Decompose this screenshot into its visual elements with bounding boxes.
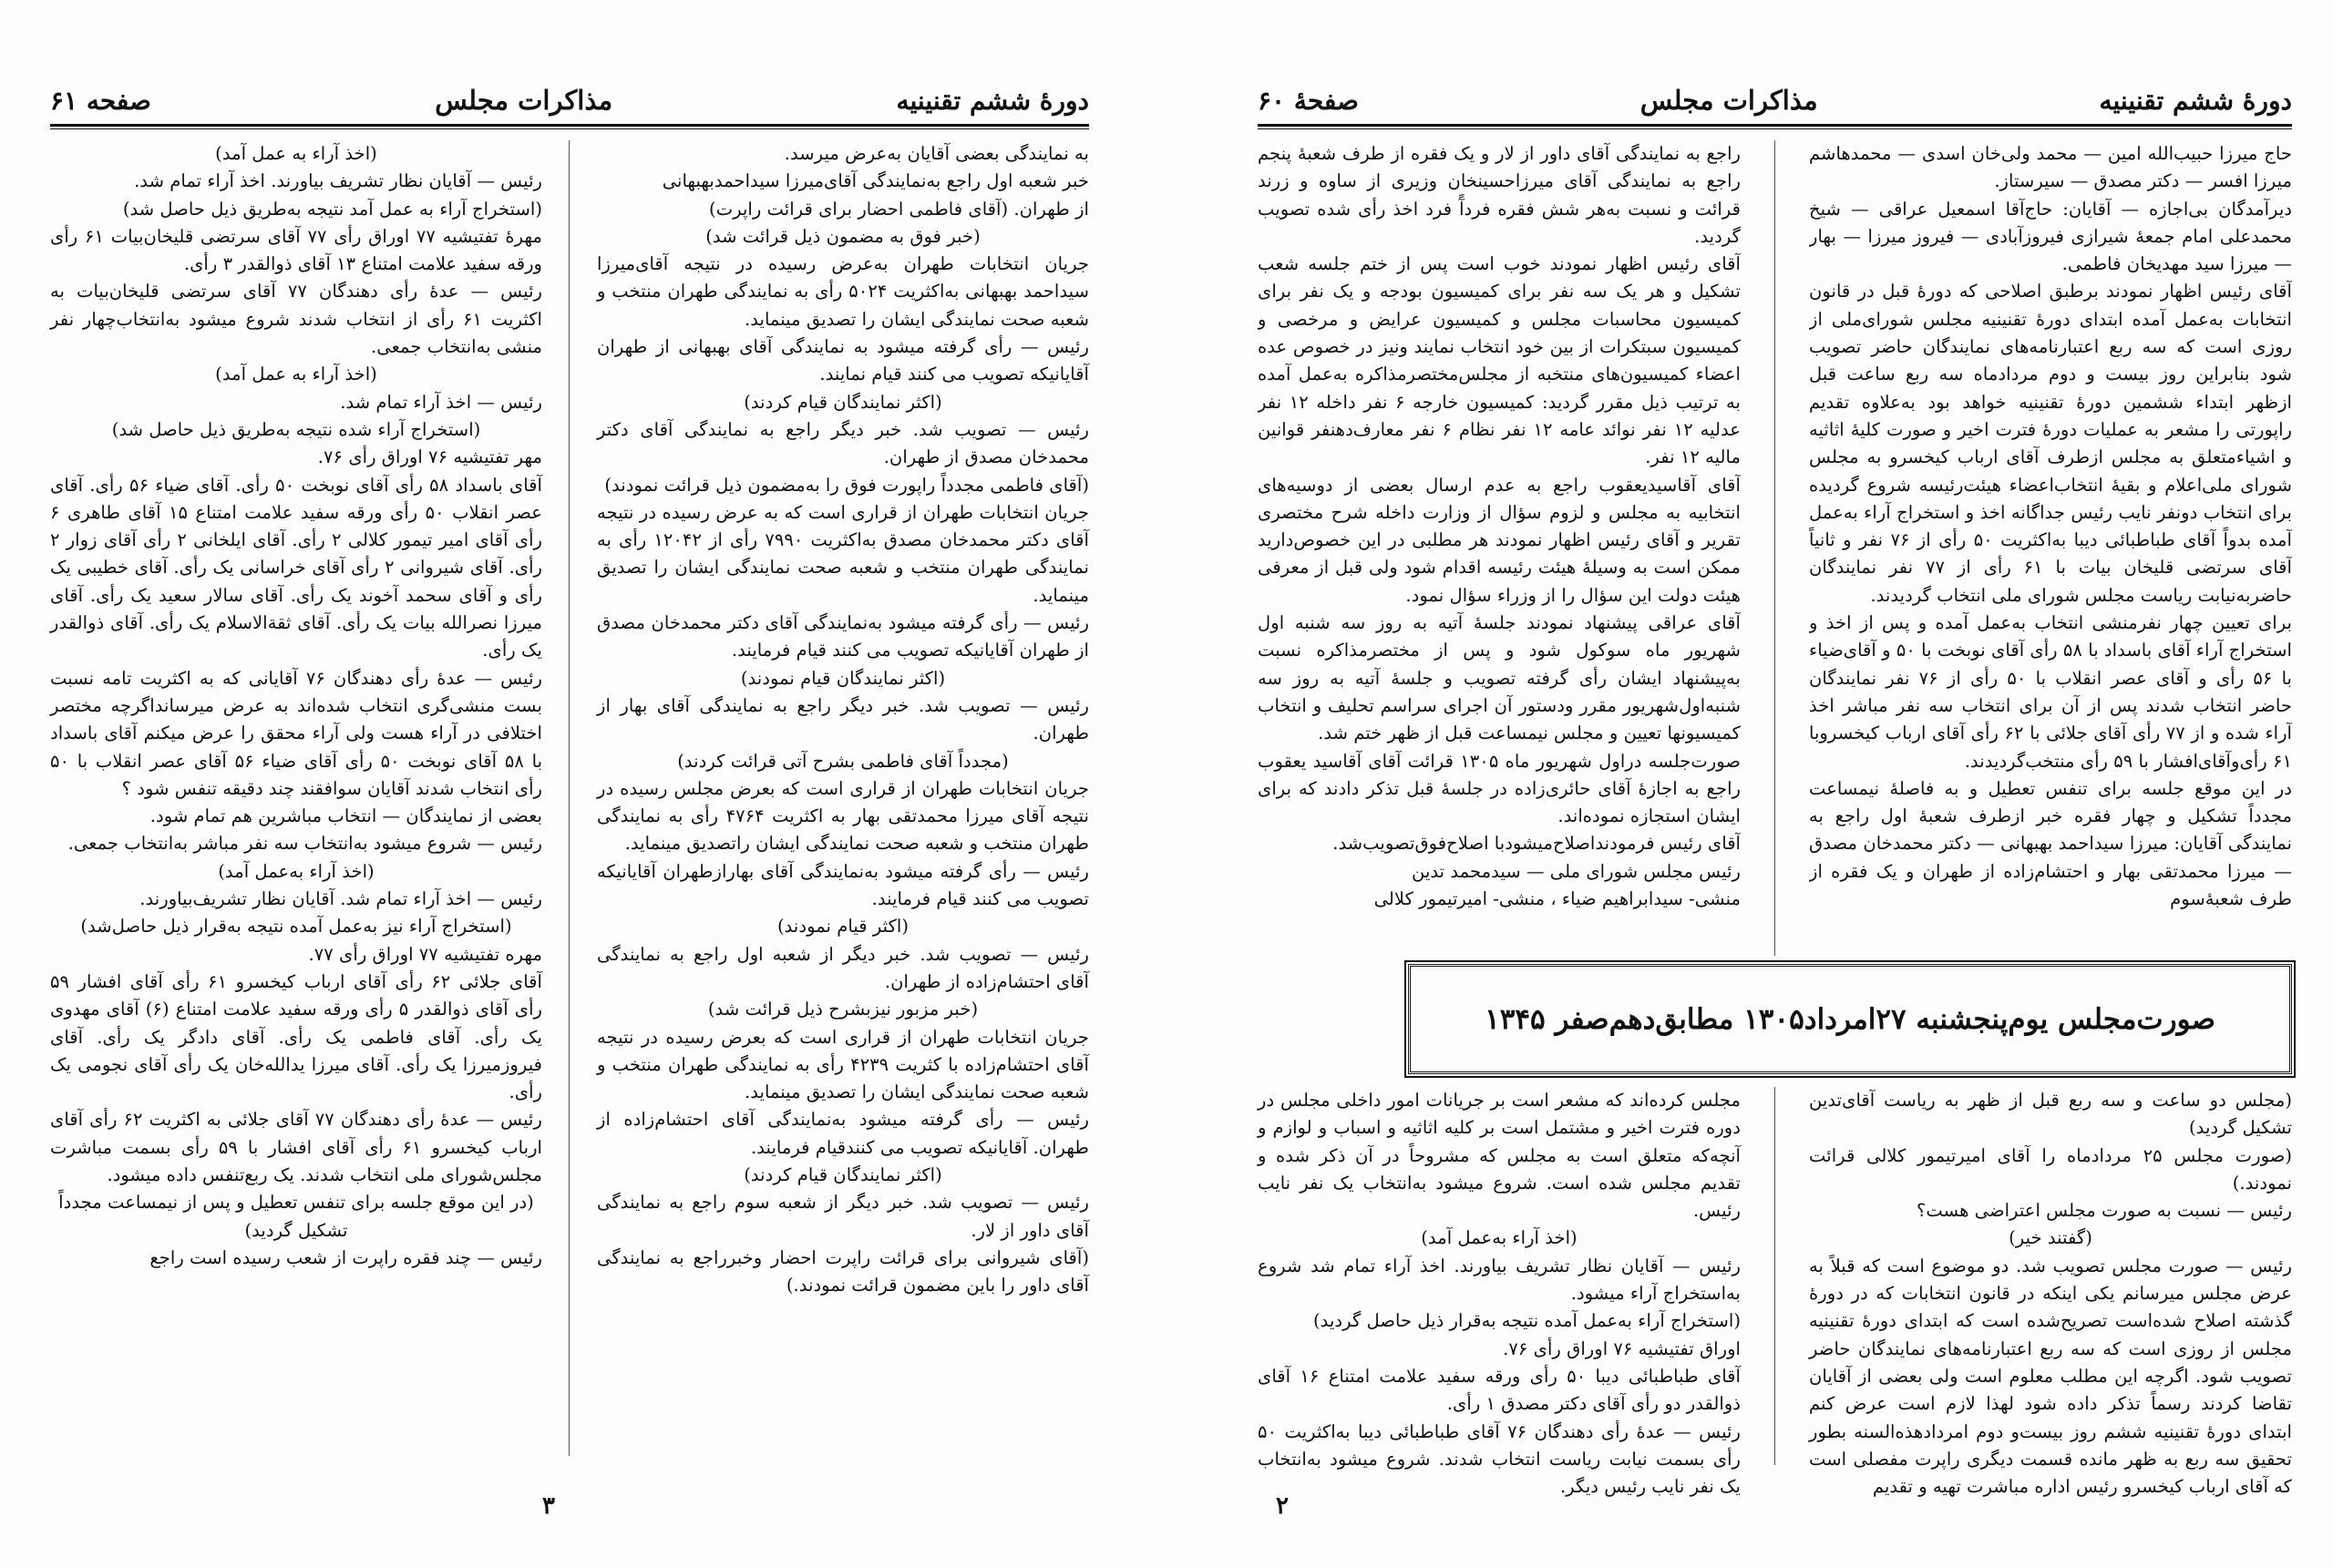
paragraph: آقای رئیس اظهار نمودند خوب است پس از ختم جلسه شعب تشکیل و هر یک سه نفر برای کمیسیون بودجه و یک نفر برای کمیسیون محاسبات مجلس و کمیسیون عرایض و مرخصی و کمیسیون سبتکرات از بین خود انتخاب نمایند ونیز در خصوص عده اعضاء کمیسیون‌های منتخبه از مجلس‌مختصرمذاکره به‌عمل آمده به ترتیب ذیل مقرر گردید: کمیسیون خارجه ۶ نفر داخله ۱۲ نفر عدلیه ۱۲ نفر نوائد عامه ۱۲ نفر نظام ۶ نفر معارف‌دهنفر قوانین مالیه ۱۲ نفر. [1258,253,1741,468]
paragraph: اوراق تفتیشیه ۷۶ اوراق رأی ۷۶. [1503,1337,1741,1359]
paragraph: آقای رئیس فرمودنداصلاح‌میشودبا اصلاح‌فوق‌تصویب‌شد. [1332,833,1741,855]
paragraph: رئیس — رأی گرفته میشود به نمایندگی آقای بهبهانی از طهران آقایانیکه تصویب می کنند قیام نمایند. [597,336,1089,385]
column-divider [1774,140,1775,956]
paragraph: رئیس — اخذ آراء تمام شد. [340,391,542,413]
page-label: صفحهٔ ۶۰ [1258,85,1359,116]
paragraph: رئیس — اخذ آراء تمام شد. آقایان نظار تشریف‌بیاورند. [139,888,542,910]
paragraph: راجع به نمایندگی آقای داور از لار و یک فقره از طرف شعبهٔ پنجم راجع به نمایندگی آقای میرزاحسینخان وزیری از ساوه و زرند قرائت و نسبت به‌هر شش فقره فردآً فرد اخذ رأی شده تصویب گردید. [1258,143,1741,247]
paragraph: خبر شعبه اول راجع به‌نمایندگی آقای‌میرزا سیداحمدبهبهانی [662,170,1089,192]
lower-left-column [1258,1087,1741,1501]
paragraph: رئیس — رأی گرفته میشود به‌نمایندگی آقای دکتر محمدخان مصدق از طهران آقایانیکه تصویب می کنند قیام فرمایند. [597,612,1089,661]
header-rule-thick [1258,124,2292,127]
paragraph: جریان انتخابات طهران از قراری است که بعرض رسیده در نتیجه آقای احتشام‌زاده با کثریت ۴۲۳۹ رأی به نمایندگی طهران منتخب و شعبه صحت نمایندگی ایشان را تصدیق مینماید. [597,1026,1089,1103]
paragraph: در این موقع جلسه برای تنفس تعطیل و به فاصلهٔ نیمساعت مجدداً تشکیل و چهار فقره خبر از‌طرف شعبهٔ اول راجع به نمایندگی آقایان: میرزا سیداحمد بهبهانی — دکتر محمدخان مصدق — میرزا محمدتقی بهار و احتشام‌زاده از طهران و یک فقره از طرف شعبهٔ‌سوم [1809,777,2292,910]
paragraph: رئیس مجلس شورای ملی — سیدمحمد تدین [1412,860,1741,882]
paragraph: (اخذ آراء به‌عمل آمد) [1421,1227,1578,1249]
paragraph: (اخذ آراء به عمل آمد) [215,143,377,164]
paragraph: (آقای شیروانی برای قرائت راپرت احضار وخبرراجع به نمایندگی آقای داور را باین مضمون قرائت نمودند.) [597,1246,1089,1296]
paragraph: رئیس — چند فقره راپرت از شعب رسیده است راجع [149,1246,542,1268]
paragraph: رئیس — عدهٔ رأی دهندگان ۷۷ آقای سرتضی قلیخان‌بیات به اکثریت ۶۱ رأی از انتخاب شدند شروع میشود به‌انتخاب‌چهار نفر منشی به‌انتخاب جمعی. [50,281,542,358]
session-title-box [1408,964,2292,1074]
paragraph: (استخراج آراء شده نتیجه به‌طریق ذیل حاصل شد) [111,418,481,440]
paragraph: آقای جلائی ۶۲ رأی آقای ارباب کیخسرو ۶۱ رأی آقای افشار ۵۹ رأی آقای ذوالقدر ۵ رأی ورقه سفید علامت امتناع (۶) آقای مهدوی یک رأی. آقای فاطمی یک رأی. آقای دادگر یک رأی. آقای فیروزمیرزا یک رأی. آقای میرزا یدالله‌خان یک رأی آقای نجومی یک رأی. [50,970,542,1103]
paragraph: رئیس — شروع میشود به‌انتخاب سه نفر مباشر به‌انتخاب جمعی. [67,833,542,855]
paragraph: رئیس — رأی گرفته میشود به‌نمایندگی آقای بهارازطهران آقایانیکه تصویب می کنند قیام فرمایند. [597,860,1089,910]
paragraph: (اکثر قیام نمودند) [777,916,909,938]
paragraph: جریان انتخابات طهران از قراری است که به عرض رسیده در نتیجه آقای دکتر محمدخان مصدق به‌اکثریت ۷۹۹۰ رأی از ۱۲۰۴۲ رأی به نمایندگی طهران منتخب و شعبه صحت نمایندگی ایشان را تصدیق مینماید. [597,501,1089,606]
paragraph: منشی- سیدابراهیم ضیاء ، منشی- امیرتیمور کلالی [1373,888,1741,910]
paragraph: رئیس — آقایان نظار تشریف بیاورند. اخذ آراء تمام شد شروع به‌استخراج آراء میشود. [1258,1255,1741,1305]
paragraph: آقای رئیس اظهار نمودند بر‌طبق اصلاحی که دورهٔ قبل در قانون انتخابات به‌عمل آمده ابتدای دورهٔ تقنینیه مجلس شورای‌ملی از روزی است که سه ربع اعتبارنامه‌های نمایندگان حاضر تصویب شود بنابراین روز بیست و دوم مردادماه سه ربع ساعت قبل ازظهر ابتداء ششمین دورهٔ تقنینیه خواهد بود به‌علاوه تقدیم راپورتی را مشعر به عملیات دورهٔ فترت اخیر و صورت کلیهٔ اثاثیه و اشیاء‌متعلق به مجلس از‌طرف آقای ارباب کیخسرو به مجلس شورای ملی‌اعلام و بقیهٔ انتخاب‌اعضاء هیئت‌رئیسه شروع گردیده برای انتخاب دونفر نایب رئیس جداگانه اخذ و استخراج آراء به‌عمل آمده بدواً آقای طباطبائی دیبا به‌اکثریت ۵۰ رأی از ۷۶ نفر و ثانیاً آقای سرتضی قلیخان بیات با ۶۱ رأی از ۷۷ نفر نمایندگان حاضر‌به‌نیابت ریاست مجلس شورای ملی انتخاب گردیدند. [1809,281,2292,606]
paragraph: آقای آقاسیدیعقوب راجع به عدم ارسال بعضی از دوسیه‌های انتخابیه به مجلس و لزوم سؤال از وزارت داخله شرح مختصری تقریر و آقای رئیس اظهار نمودند هر مطلبی در این خصوص‌دارید ممکن است به وسیلهٔ هیئت رئیسه اقدام شود ولی قبل از معرفی هیئت دولت این سؤال را از وزراء سؤال نمود. [1258,474,1741,606]
page-label: صفحه ۶۱ [50,85,151,116]
paragraph: (مجدداً آقای فاطمی بشرح آتی قرائت کردند) [677,750,1009,772]
paragraph: رئیس — تصویب شد. خبر دیگر راجع به نمایندگی آقای بهار از طهران. [597,694,1089,744]
upper-left-column [1258,140,1741,956]
paragraph: (استخراج آراء به‌عمل آمده نتیجه به‌قرار ذیل حاصل گردید) [1313,1310,1741,1332]
paragraph: (استخراج آراء نیز به‌عمل آمده نتیجه به‌قرار ذیل حاصل‌شد) [80,916,512,938]
paragraph: رئیس — عدهٔ رأی دهندگان ۷۶ آقایانی که به اکثریت تامه نسبت بست منشی‌گری انتخاب شده‌اند به عرض میرسانداگرچه مختصر اختلافی در آراء هست ولی آراء محقق را عرض میکنم آقای باسداد با ۵۸ آقای نوبخت ۵۰ رأی آقای ضیاء ۵۶ آقای عصر انقلاب با ۵۰ رأی انتخاب شدند آقایان سوافقند چند دقیقه تنفس شود ؟ [50,667,543,799]
header-rule-thin [50,128,1089,129]
page-number: ۳ [542,1492,555,1520]
paragraph: (اکثر نمایندگان قیام کردند) [744,391,942,413]
paragraph: برای تعیین چهار نفرمنشی انتخاب به‌عمل آمده و پس از اخذ و استخراج آراء آقای باسداد با ۵۸ رأی آقای نوبخت با ۵۰ و آقای‌ضیاء با ۵۶ رأی و آقای عصر انقلاب با ۵۰ رأی از ۷۶ نفر نمایندگان حاضر انتخاب شدند پس از آن برای انتخاب سه نفر مباشر اخذ آراء شده و از ۷۷ رأی آقای جلائی با ۶۲ رأی آقای ارباب کیخسروبا ۶۱ رأی‌وآقای‌افشار با ۵۹ رأی منتخب‌گردیدند. [1809,612,2292,772]
header-rule-thin [1258,128,2292,129]
paragraph: رئیس — صورت مجلس تصویب شد. دو موضوع است که قبلاً به عرض مجلس میرسانم یکی اینکه در قانون انتخابات که در دورهٔ گذشته اصلاح شده‌است تصریح‌شده است که ابتدای دورهٔ تقنینیه مجلس از روزی است که سه ربع اعتبارنامه‌های نمایندگان حاضر تصویب شود. اگرچه این مطلب معلوم است ولی بعضی از آقایان تقاضا کردند رسماً تذکر داده شود لهذا لازم است عرض کنم ابتدای دورهٔ تقنینیه ششم روز بیست‌و دوم امردادهذه‌السنه بطور تحقیق سه ربع به ظهر مانده قسمت دیگری راپرت مفصلی است که آقای ارباب کیخسرو رئیس اداره مباشرت تهیه و تقدیم [1809,1255,2292,1498]
session-title: صورت‌مجلس یوم‌پنجشنبه ۲۷امرداد۱۳۰۵ مطابق‌دهم‌صفر ۱۳۴۵ [1485,1002,2215,1036]
lower-right-column [1809,1087,2292,1501]
paragraph: حاج میرزا حبیب‌الله امین — محمد ولی‌خان اسدی — محمدهاشم میرزا افسر — دکتر مصدق — سیرستاز. [1809,143,2292,192]
paragraph: (در این موقع جلسه برای تنفس تعطیل و پس از نیمساعت مجدداً تشکیل گردید) [58,1192,534,1241]
left-column [50,140,542,1272]
paragraph: مجلس کرده‌اند که مشعر است بر جریانات امور داخلی مجلس در دوره فترت اخیر و مشتمل است بر کلیه اثاثیه و اسباب و لوازم و آنچه‌که متعلق است به مجلس که مشروحاً در آن ذکر شده و تقدیم مجلس شده است. شروع میشود به‌انتخاب یک نفر نایب رئیس. [1258,1090,1741,1222]
paragraph: رئیس — آقایان نظار تشریف بیاورند. اخذ آراء تمام شد. [134,170,542,192]
paragraph: مهرهٔ تفتیشیه ۷۷ اوراق رأی ۷۷ آقای سرتضی قلیخان‌بیات ۶۱ رأی ورقه سفید علامت امتناع ۱۳ آقای ذوالقدر ۳ رأی. [50,225,542,275]
page-number: ۲ [1276,1492,1289,1520]
paragraph: رئیس — تصویب شد. خبر دیگر راجع به نمایندگی آقای دکتر محمدخان مصدق از طهران. [597,418,1089,468]
paragraph: (گفتند خیر) [2009,1227,2092,1249]
paragraph: (اخذ آراء به عمل آمد) [215,364,377,385]
paragraph: به نمایندگی بعضی آقایان به‌عرض میرسد. [784,143,1089,164]
paragraph: آقای باسداد ۵۸ رأی آقای نوبخت ۵۰ رأی. آقای ضیاء ۵۶ رأی. آقای عصر انقلاب ۵۰ رأی ورقه سفید علامت امتناع ۱۵ آقای طاهری ۶ رأی آقای امیر تیمور کلالی ۲ رأی. آقای ایلخانی ۲ رأی آقای زوار ۲ رأی. آقای شیروانی ۲ رأی آقای خراسانی یک رأی. آقای خطیبی یک رأی و آقای سحمد آخوند یک رأی. آقای سالار سعید یک رأی. آقای میرزا نصرالله بیات یک رأی. آقای ثقةالاسلام یک رأی. آقای ذوالقدر یک رأی. [50,474,542,661]
paragraph: رئیس — نسبت به صورت مجلس اعتراضی هست؟ [1916,1200,2292,1222]
paragraph: رئیس — عدهٔ رأی دهندگان ۷۷ آقای جلائی به اکثریت ۶۲ رأی آقای ارباب کیخسرو ۶۱ رأی آقای افشار با ۵۹ رأی بسمت مباشرت مجلس‌شورای ملی انتخاب شدند. یک ربع‌تنفس داده میشود. [50,1109,542,1185]
upper-right-column [1809,140,2292,956]
paragraph: (اخذ آراء به‌عمل آمد) [218,860,375,882]
paragraph: (استخراج آراء به عمل آمد نتیجه به‌طریق ذیل حاصل شد) [122,198,542,220]
paragraph: بعضی از نمایندگان — انتخاب مباشرین هم تمام شود. [149,805,542,827]
journal-title: مذاکرات مجلس [1639,85,1818,116]
paragraph: رئیس — رأی گرفته میشود به‌نمایندگی آقای احتشام‌زاده از طهران. آقایانیکه تصویب می کنندقیام فرمایند. [597,1109,1089,1158]
page-header [50,80,1089,120]
journal-title: مذاکرات مجلس [435,85,613,116]
right-column [597,140,1089,1299]
paragraph: رئیس — عدهٔ رأی دهندگان ۷۶ آقای طباطبائی دیبا به‌اکثریت ۵۰ رأی بسمت نیابت ریاست انتخاب شدند. شروع میشود به‌انتخاب یک نفر نایب رئیس دیگر. [1258,1420,1741,1498]
journal-period: دورهٔ ششم تقنینیه [2099,85,2292,116]
paragraph: رئیس — تصویب شد. خبر دیگر از شعبه سوم راجع به نمایندگی آقای داور از لار. [597,1192,1089,1241]
paragraph: رئیس — تصویب شد. خبر دیگر از شعبه اول راجع به نمایندگی آقای احتشام‌زاده از طهران. [597,943,1089,992]
paragraph: جریان انتخابات طهران از قراری است که بعرض مجلس رسیده در نتیجه آقای میرزا محمدتقی بهار به اکثریت ۴۷۶۴ رأی به نمایندگی طهران منتخب و شعبه صحت نمایندگی ایشان راتصدیق مینماید. [597,777,1089,855]
paragraph: آقای طباطبائی دیبا ۵۰ رأی ورقه سفید علامت امتناع ۱۶ آقای ذوالقدر دو رأی آقای دکتر مصدق ۱ رأی. [1258,1365,1741,1415]
paragraph: جریان انتخابات طهران به‌عرض رسیده در نتیجه آقای‌میرزا سیداحمد بهبهانی به‌اکثریت ۵۰۲۴ رأی به نمایندگی طهران منتخب و شعبه صحت نمایندگی ایشان را تصدیق مینماید. [597,253,1089,330]
paragraph: صورت‌جلسه دراول شهریور ماه ۱۳۰۵ قرائت آقای آقاسید یعقوب راجع به اجازهٔ آقای حائری‌زاده در جلسهٔ قبل تذکر دادند که برای ایشان استجازه نموده‌اند. [1258,750,1741,827]
page-60 [1258,80,2292,1520]
paragraph: (اکثر نمایندگان قیام کردند) [744,1163,942,1185]
paragraph: (آقای فاطمی مجدداً راپورت فوق را به‌مضمون ذیل قرائت نمودند) [604,474,1089,496]
paragraph: آقای عراقی پیشنهاد نمودند جلسهٔ آتیه به روز سه شنبه اول شهریور ماه سوکول شود و پس از مختصرمذاکره نسبت به‌پیشنهاد ایشان رأی گرفته تصویب و جلسهٔ آتیه به روز سه شنبه‌اول‌شهریور مقرر ودستور آن اجرای سراسم تحلیف و انتخاب کمیسیونها تعیین و مجلس نیمساعت قبل از ظهر ختم شد. [1258,612,1741,744]
column-divider [569,140,570,1456]
paragraph: (خبر مزبور نیزبشرح ذیل قرائت شد) [707,999,979,1020]
paragraph: مهره تفتیشیه ۷۷ اوراق رأی ۷۷. [308,943,542,965]
page-header [1258,80,2292,120]
header-rule-thick [50,124,1089,127]
paragraph: دیرآمدگان بی‌اجازه — آقایان: حاج‌آقا اسمعیل عراقی — شیخ محمدعلی امام جمعهٔ شیرازی فیروزآبادی — فیروز میرزا — بهار — میرزا سید مهدیخان فاطمی. [1809,198,2292,275]
paragraph: (اکثر نمایندگان قیام نمودند) [740,667,946,689]
page-61 [50,80,1089,1520]
paragraph: از طهران. (آقای فاطمی احضار برای قرائت راپرت) [709,198,1089,220]
column-divider [1774,1087,1775,1465]
paragraph: (صورت مجلس ۲۵ مردادماه را آقای امیرتیمور کلالی قرائت نمودند.) [1809,1144,2292,1194]
paragraph: (خبر فوق به مضمون ذیل قرائت شد) [705,225,981,247]
paragraph: (مجلس دو ساعت و سه ربع قبل از ظهر به ریاست آقای‌تدین تشکیل گردید) [1809,1090,2292,1139]
journal-period: دورهٔ ششم تقنینیه [896,85,1089,116]
paragraph: مهر تفتیشیه ۷۶ اوراق رأی ۷۶. [317,446,542,468]
